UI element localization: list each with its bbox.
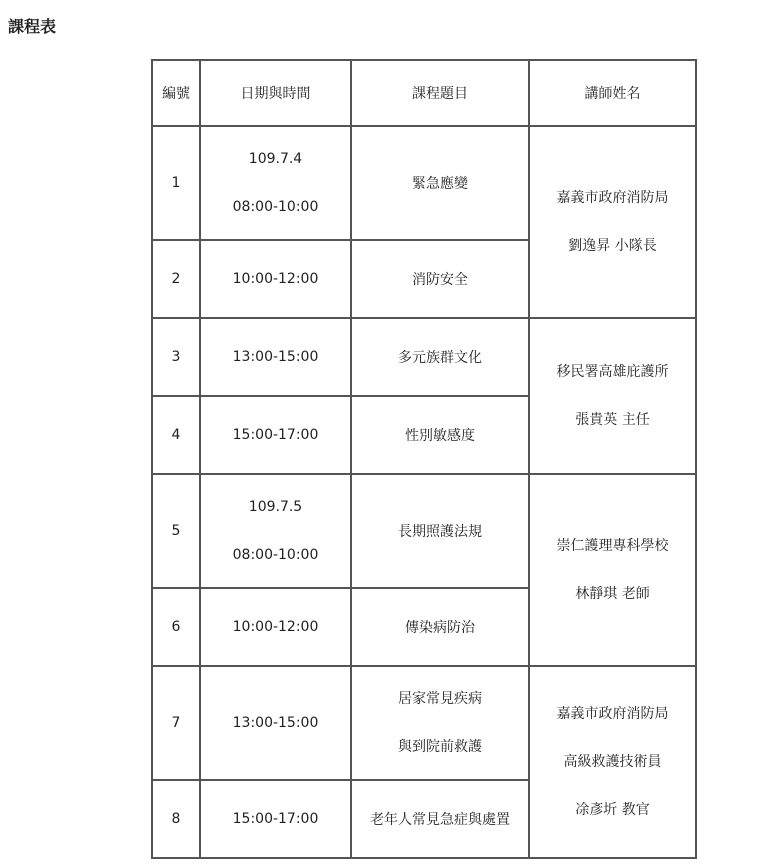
page-title: 課程表 [8,17,57,36]
instructor-name: 林靜琪 老師 [575,586,650,602]
instructor-org: 移民署高雄庇護所 [556,364,669,380]
instructor-name: 凃彥圻 教官 [575,802,650,818]
course-title: 緊急應變 [351,126,529,240]
instructor-name: 劉逸昇 小隊長 [568,238,657,254]
row-number: 8 [152,780,200,858]
table-row [152,666,696,780]
instructor-org: 嘉義市政府消防局 [556,706,669,722]
course-schedule-table [151,59,697,859]
instructor-org: 崇仁護理專科學校 [556,538,669,554]
date-time-cell [200,126,351,240]
instructor-name: 張貴英 主任 [575,412,650,428]
date-time-cell [200,474,351,588]
session-time: 15:00-17:00 [200,396,351,474]
session-time: 10:00-12:00 [200,240,351,318]
course-title [351,666,529,780]
row-number: 4 [152,396,200,474]
row-number: 6 [152,588,200,666]
course-title: 長期照護法規 [351,474,529,588]
row-number: 5 [152,474,200,588]
table-row [152,474,696,588]
header-course-title: 課程題目 [351,60,529,126]
instructor-cell [529,666,696,858]
session-time: 08:00-10:00 [232,547,319,563]
row-number: 3 [152,318,200,396]
header-instructor: 講師姓名 [529,60,696,126]
course-title-line: 居家常見疾病 [398,691,482,707]
session-time: 08:00-10:00 [232,199,319,215]
course-title: 多元族群文化 [351,318,529,396]
table-header-row [152,60,696,126]
session-date: 109.7.4 [248,151,303,167]
course-title: 消防安全 [351,240,529,318]
instructor-cell [529,318,696,474]
session-time: 10:00-12:00 [200,588,351,666]
header-number: 編號 [152,60,200,126]
header-date-time: 日期與時間 [200,60,351,126]
course-title: 性別敏感度 [351,396,529,474]
course-title: 老年人常見急症與處置 [351,780,529,858]
table-row [152,126,696,240]
table-row [152,318,696,396]
session-time: 13:00-15:00 [200,318,351,396]
row-number: 2 [152,240,200,318]
instructor-title: 高級救護技術員 [563,754,662,770]
course-title-line: 與到院前救護 [398,739,482,755]
instructor-org: 嘉義市政府消防局 [556,190,669,206]
course-title: 傳染病防治 [351,588,529,666]
row-number: 7 [152,666,200,780]
instructor-cell [529,126,696,318]
row-number: 1 [152,126,200,240]
session-time: 15:00-17:00 [200,780,351,858]
session-time: 13:00-15:00 [200,666,351,780]
instructor-cell [529,474,696,666]
session-date: 109.7.5 [248,499,303,515]
